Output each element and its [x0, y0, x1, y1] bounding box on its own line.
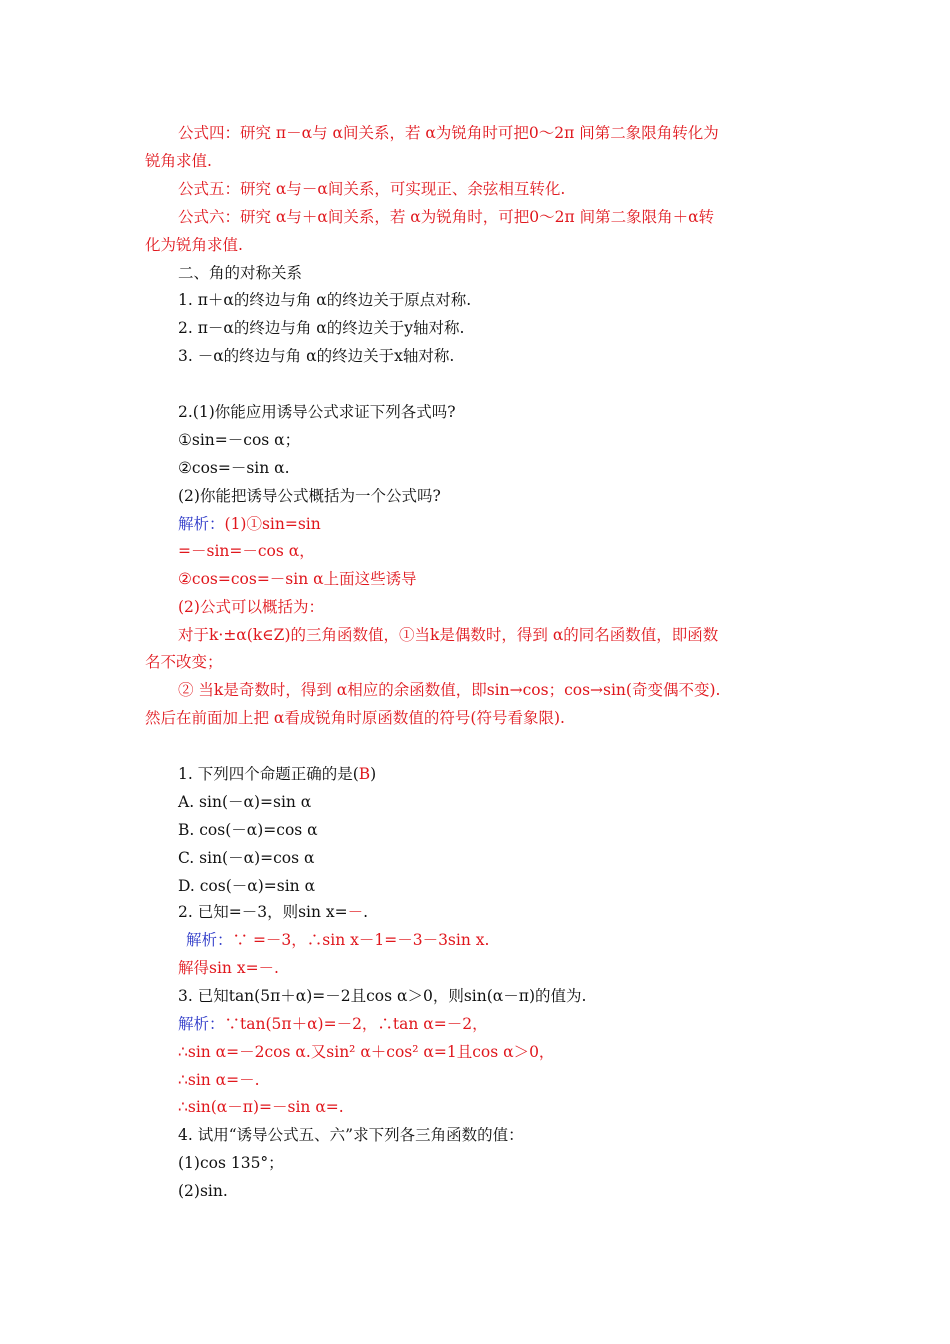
text-line [178, 486, 441, 506]
text-segment: 对于k·±α(k∈Z)的三角函数值，①当k是偶数时，得到 α的同名函数值，即函数 [178, 626, 719, 644]
text-segment: A. sin(－α)=sin α [178, 793, 312, 811]
text-segment: B. cos(－α)=cos α [178, 821, 318, 839]
text-line [145, 652, 223, 672]
text-line [178, 625, 718, 645]
text-segment: 2. π－α的终边与角 α的终边关于y轴对称. [178, 319, 465, 337]
text-segment: 3. 已知tan(5π＋α)=－2且cos α＞0，则sin(α－π)的值为. [178, 987, 587, 1005]
text-segment: ①sin=－cos α； [178, 431, 301, 449]
text-line [178, 1125, 524, 1145]
text-segment: ∴sin α=－2cos α.又sin² α＋cos² α=1且cos α＞0， [178, 1043, 555, 1061]
text-segment: ∴sin α=－. [178, 1071, 260, 1089]
text-line [178, 402, 456, 422]
text-segment: 锐角求值. [145, 152, 212, 170]
text-line [178, 318, 464, 338]
text-segment: ) [370, 765, 377, 783]
text-line [178, 792, 311, 812]
text-segment: (1)①sin=sin [224, 515, 321, 533]
text-segment: 3. －α的终边与角 α的终边关于x轴对称. [178, 347, 455, 365]
text-line [178, 1042, 554, 1062]
text-segment: 解析： [186, 931, 233, 949]
text-segment: 公式四：研究 π－α与 α间关系，若 α为锐角时可把0～2π 间第二象限角转化为 [178, 124, 719, 142]
text-segment: ②cos=－sin α. [178, 459, 290, 477]
text-segment: . [363, 903, 369, 921]
text-segment: ②cos=cos=－sin α上面这些诱导 [178, 570, 417, 588]
text-segment: =－sin=－cos α， [178, 542, 315, 560]
text-line [178, 848, 314, 868]
text-line [145, 708, 565, 728]
text-segment: 化为锐角求值. [145, 236, 243, 254]
text-segment: (2)sin. [178, 1182, 228, 1200]
text-line [178, 1097, 344, 1117]
text-segment: 公式五：研究 α与－α间关系，可实现正、余弦相互转化. [178, 180, 566, 198]
text-segment: ② 当k是奇数时，得到 α相应的余函数值，即sin→cos；cos→sin(奇变偶不变). [178, 681, 721, 699]
text-line [178, 764, 376, 784]
text-line [178, 902, 368, 922]
text-line [178, 876, 315, 896]
text-segment: 解得sin x=－. [178, 959, 279, 977]
text-line [178, 430, 300, 450]
text-line [178, 541, 315, 561]
text-segment: 公式六：研究 α与＋α间关系，若 α为锐角时，可把0～2π 间第二象限角＋α转 [178, 208, 715, 226]
text-segment: ∵tan(5π＋α)=－2，∴tan α=－2， [224, 1015, 488, 1033]
text-line [178, 1153, 284, 1173]
text-line [178, 207, 714, 227]
text-line [178, 290, 471, 310]
text-segment: 解析： [178, 515, 225, 533]
text-segment: D. cos(－α)=sin α [178, 877, 316, 895]
text-segment: － [347, 903, 364, 921]
text-line [178, 597, 324, 617]
text-line [145, 235, 243, 255]
text-segment: B [358, 765, 371, 783]
text-segment: 2.(1)你能应用诱导公式求证下列各式吗? [178, 403, 456, 421]
text-line [145, 151, 212, 171]
text-segment: 4. 试用“诱导公式五、六”求下列各三角函数的值： [178, 1126, 524, 1144]
text-segment: 然后在前面加上把 α看成锐角时原函数值的符号(符号看象限). [145, 709, 565, 727]
text-segment: 1. 下列四个命题正确的是( [178, 765, 359, 783]
text-line [178, 1181, 228, 1201]
text-segment: (2)你能把诱导公式概括为一个公式吗? [178, 487, 441, 505]
text-segment: 解析： [178, 1015, 225, 1033]
text-line [178, 569, 417, 589]
text-line [178, 1014, 488, 1034]
text-segment: ∵ =－3，∴sin x－1=－3－3sin x. [232, 931, 490, 949]
text-segment: 二、角的对称关系 [178, 264, 303, 282]
text-segment: 名不改变； [145, 653, 223, 671]
text-segment: (2)公式可以概括为： [178, 598, 324, 616]
text-line [178, 986, 586, 1006]
text-line [178, 123, 719, 143]
text-segment: 1. π＋α的终边与角 α的终边关于原点对称. [178, 291, 472, 309]
text-segment: ∴sin(α－π)=－sin α=. [178, 1098, 344, 1116]
text-line [186, 930, 489, 950]
text-segment: 2. 已知=－3，则sin x= [178, 903, 348, 921]
text-line [178, 958, 279, 978]
text-line [178, 514, 321, 534]
text-line [178, 179, 565, 199]
text-line [178, 346, 454, 366]
text-line [178, 458, 290, 478]
text-segment: (1)cos 135°； [178, 1154, 284, 1172]
text-line [178, 1070, 260, 1090]
text-line [178, 680, 720, 700]
text-line [178, 263, 302, 283]
text-segment: C. sin(－α)=cos α [178, 849, 315, 867]
text-line [178, 820, 318, 840]
